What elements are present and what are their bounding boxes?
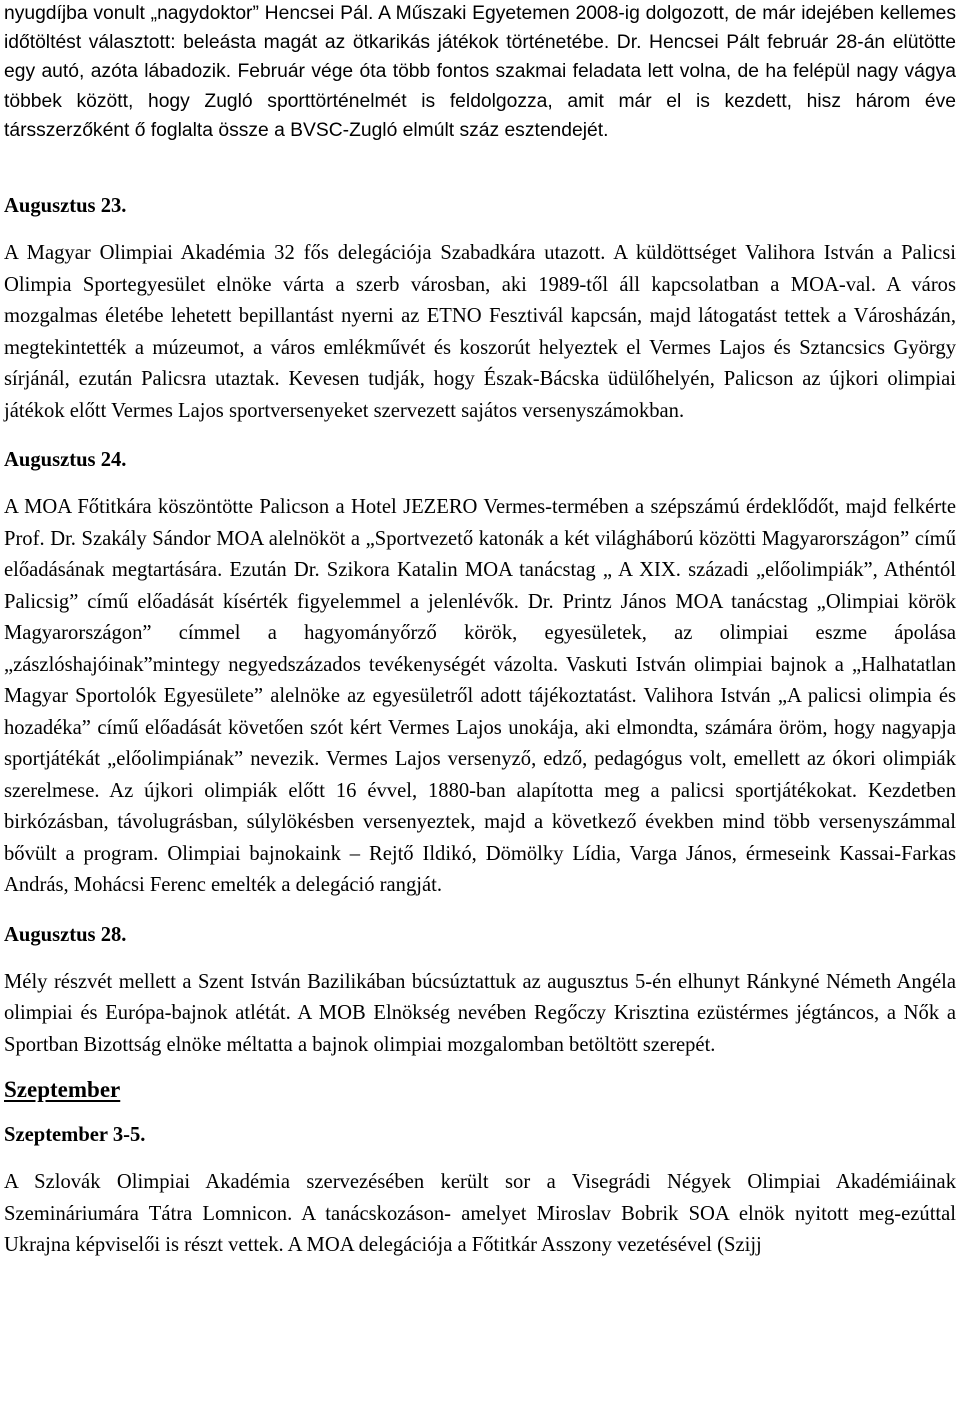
entry-date-sep-3-5: Szeptember 3-5. (4, 1124, 146, 1147)
entry-date-aug-23: Augusztus 23. (4, 195, 127, 218)
document-page (4, 0, 956, 1262)
spacer (4, 950, 956, 967)
spacer (4, 1105, 956, 1120)
intro-paragraph: nyugdíjba vonult „nagydoktor” Hencsei Pál. A Műszaki Egyetemen 2008-ig dolgozott, de már idejében kellemes időtöltést választott: beleásta magát az ötkarikás játékok történetébe. Dr. Hencsei Pált február 28-án elütötte egy autó, azóta lábadozik. Február vége óta több fontos szakmai feladata lett volna, de ha felépül nagy vágya többek között, hogy Zugló sporttörténelmét is feldolgozza, amit már el is kezdett, hisz három éve társszerzőként ő foglalta össze a BVSC-Zugló elmúlt száz esztendejét. (4, 3, 956, 141)
entry-date-aug-24: Augusztus 24. (4, 449, 127, 472)
spacer (4, 221, 956, 238)
spacer (4, 475, 956, 492)
spacer (4, 427, 956, 445)
entry-text-sep-3-5: A Szlovák Olimpiai Akadémia szervezésében került sor a Visegrádi Négyek Olimpiai Akadémiáinak Szemináriumára Tátra Lomnicon. A tanácskozáson- amelyet Miroslav Bobrik SOA elnök nyitott meg-ezúttal Ukrajna képviselői is részt vettek. A MOA delegációja a Főtitkár Asszony vezetésével (Szijj (4, 1171, 956, 1257)
spacer (4, 1061, 956, 1075)
entry-date-aug-28: Augusztus 28. (4, 923, 127, 946)
spacer (4, 902, 956, 920)
entry-text-aug-24: A MOA Főtitkára köszöntötte Palicson a Hotel JEZERO Vermes-termében a szépszámú érdeklődőt, majd felkérte Prof. Dr. Szakály Sándor MOA alelnököt a „Sportvezető katonák a két világháború közötti Magyarországon” című előadásának megtartására. Ezután Dr. Szikora Katalin MOA tanácstag „ A XIX. századi „előolimpiák”, Athéntól Palicsig” című előadását kísérték figyelemmel a jelenlévők. Dr. Printz János MOA tanácstag „Olimpiai körök Magyarországon” címmel a hagyományőrző körök, egyesületek, az olimpiai eszme ápolása „zászlóshajóinak”mintegy negyedszázados tevékenységét vázolta. Vaskuti István olimpiai bajnok a „Halhatatlan Magyar Sportolók Egyesülete” alelnöke az egyesületről adott tájékoztatást. Valihora István „A palicsi olimpia és hozadéka” című előadását követően szót kért Vermes Lajos unokája, aki elmondta, számára öröm, hogy nagyapja sportjátékát „előolimpiának” nevezik. Vermes Lajos versenyző, edző, pedagógus volt, emellett az ókori olimpiák szerelmese. Az újkori olimpiák előtt 16 évvel, 1880-ban alapította meg a palicsi sportjátékokat. Kezdetben birkózásban, távolugrásban, súlylökésben versenyeztek, majd a következő években mind több versenyszámmal bővült a program. Olimpiai bajnokaink – Rejtő Ildikó, Dömölky Lídia, Varga János, érmeseink Kassai-Farkas András, Mohácsi Ferenc emelték a delegáció rangját. (4, 496, 956, 897)
section-heading-september: Szeptember (4, 1077, 121, 1103)
entry-text-aug-23: A Magyar Olimpiai Akadémia 32 fős delegációja Szabadkára utazott. A küldöttséget Valihora István a Palicsi Olimpia Sportegyesület elnöke várta a szerb városban, aki 1989-től áll kapcsolatban a MOA-val. A város mozgalmas életébe lehetett bepillantást nyerni az ETNO Fesztivál kapcsán, majd látogatást tettek a Városházán, megtekintették a múzeumot, a város emlékművét és koszorút helyeztek el Vermes Lajos és Sztancsics György sírjánál, ezután Palicsra utaztak. Kevesen tudják, hogy Észak-Bácska üdülőhelyén, Palicson az újkori olimpiai játékok előtt Vermes Lajos sportversenyeket szervezett sajátos versenyszámokban. (4, 242, 956, 422)
entry-text-aug-28: Mély részvét mellett a Szent István Bazilikában búcsúztattuk az augusztus 5-én elhunyt Ránkyné Németh Angéla olimpiai és Európa-bajnok atlétát. A MOB Elnökség nevében Regőczy Krisztina ezüstérmes jégtáncos, a Nők a Sportban Bizottság elnöke méltatta a bajnok olimpiai mozgalomban betöltött szerepét. (4, 970, 956, 1056)
spacer (4, 145, 956, 191)
spacer (4, 1150, 956, 1167)
